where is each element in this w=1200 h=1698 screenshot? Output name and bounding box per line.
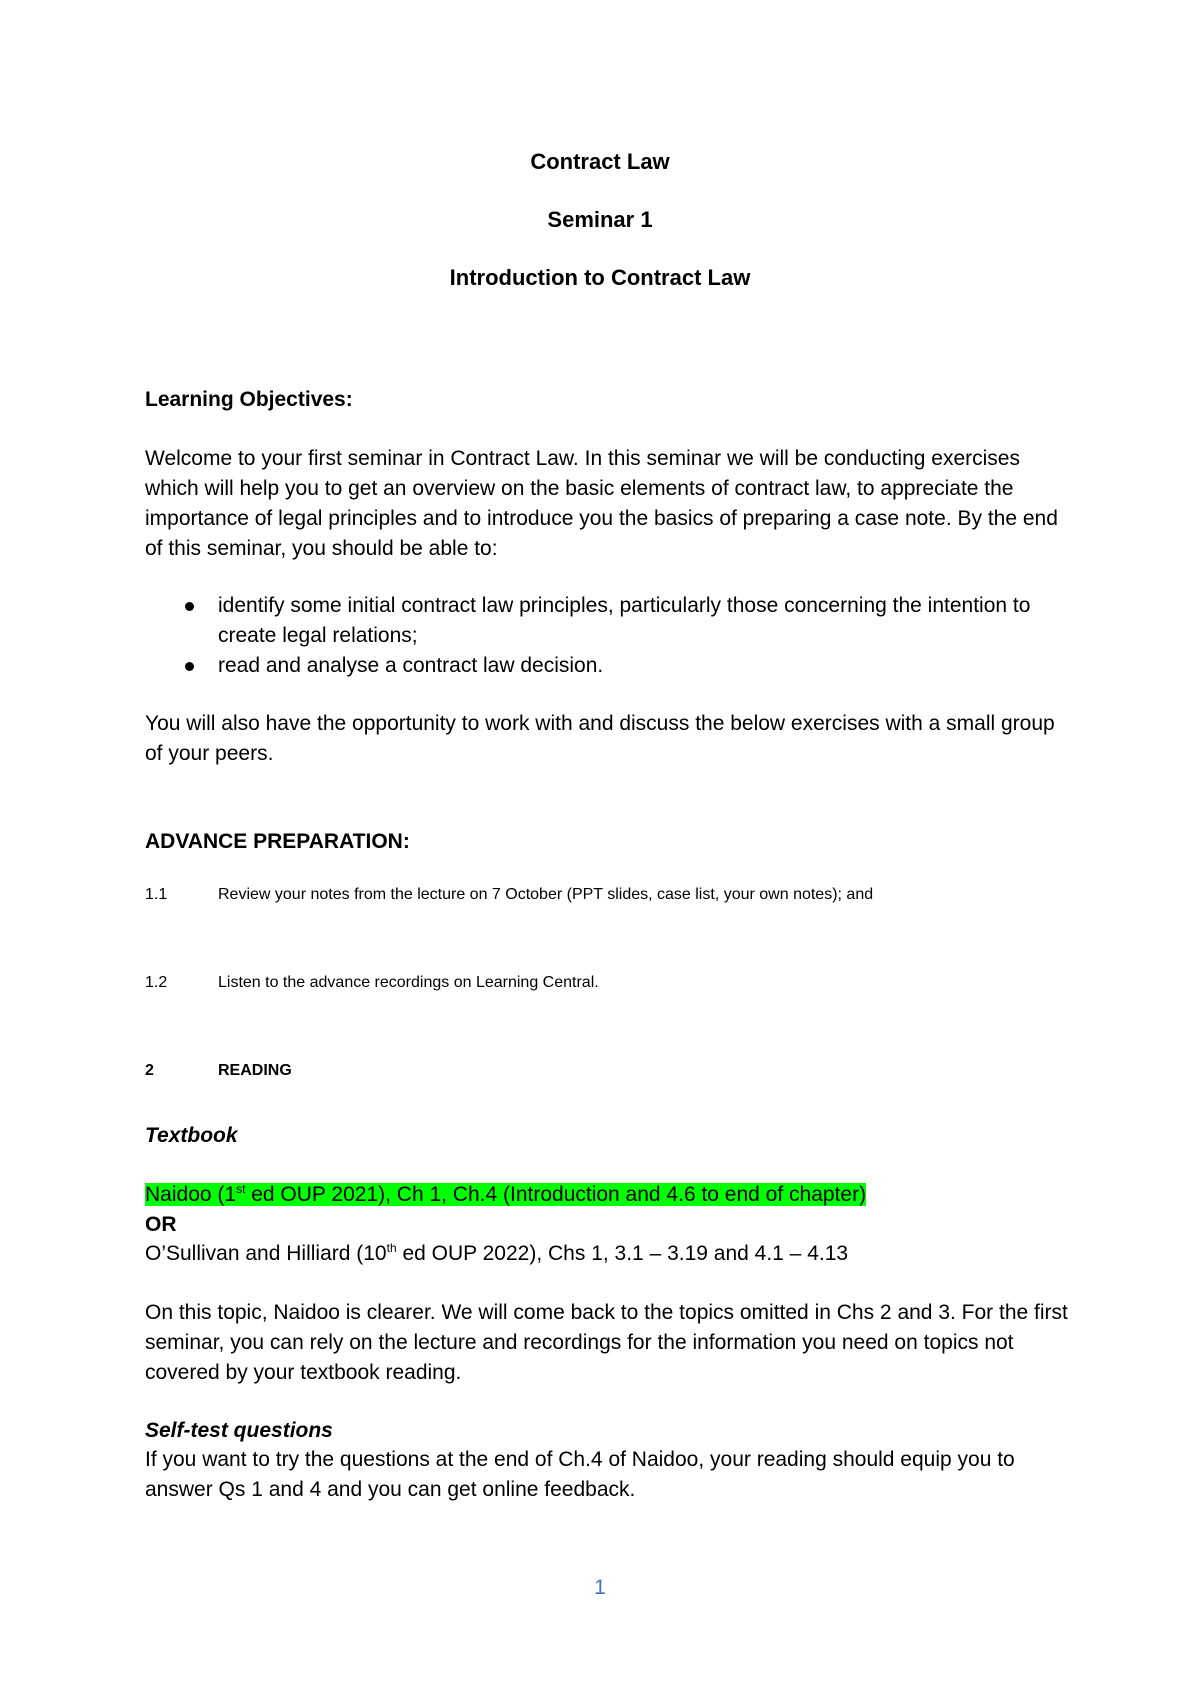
reading-heading bbox=[145, 1062, 1075, 1080]
seminar-number: Seminar 1 bbox=[547, 207, 653, 232]
item-text: Listen to the advance recordings on Learning Central. bbox=[218, 974, 599, 991]
textbook-osullivan: O’Sullivan and Hilliard (10th ed OUP 2022), Chs 1, 3.1 – 3.19 and 4.1 – 4.13 bbox=[145, 1241, 849, 1265]
textbook-label: Textbook bbox=[145, 1124, 238, 1147]
section-title: READING bbox=[218, 1062, 292, 1079]
advance-heading: ADVANCE PREPARATION: bbox=[145, 830, 410, 853]
textbook-naidoo bbox=[145, 1180, 1075, 1210]
document-subtitle: Introduction to Contract Law bbox=[449, 265, 751, 290]
objectives-heading: Learning Objectives: bbox=[145, 388, 353, 411]
advance-item-1-1 bbox=[145, 886, 1075, 904]
objectives-bullet-list bbox=[145, 591, 1075, 681]
section-number: 2 bbox=[145, 1062, 154, 1079]
or-separator: OR bbox=[145, 1213, 177, 1236]
list-item: identify some initial contract law principles, particularly those concerning the intention to create legal relations; bbox=[145, 591, 1075, 651]
page-number: 1 bbox=[594, 1576, 606, 1599]
item-text: Review your notes from the lecture on 7 October (PPT slides, case list, your own notes); and bbox=[218, 886, 874, 903]
selftest-text: If you want to try the questions at the end of Ch.4 of Naidoo, your reading should equip you to answer Qs 1 and 4 and you can get online feedback. bbox=[145, 1448, 1015, 1501]
item-number: 1.2 bbox=[145, 974, 168, 991]
advance-item-1-2 bbox=[145, 974, 1075, 992]
selftest-label: Self-test questions bbox=[145, 1419, 333, 1442]
list-item: read and analyse a contract law decision. bbox=[145, 651, 1075, 681]
objectives-closing: You will also have the opportunity to work with and discuss the below exercises with a small group of your peers. bbox=[145, 712, 1055, 765]
highlighted-reference: Naidoo (1st ed OUP 2021), Ch 1, Ch.4 (Introduction and 4.6 to end of chapter) bbox=[145, 1182, 867, 1206]
item-number: 1.1 bbox=[145, 886, 168, 903]
objectives-intro: Welcome to your first seminar in Contract Law. In this seminar we will be conducting exercises which will help you to get an overview on the basic elements of contract law, to appreciate the importance of legal principles and to introduce you the basics of preparing a case note. By the end of this seminar, you should be able to: bbox=[145, 447, 1058, 560]
document-title: Contract Law bbox=[530, 149, 670, 174]
reading-note: On this topic, Naidoo is clearer. We will come back to the topics omitted in Chs 2 and 3. For the first seminar, you can rely on the lecture and recordings for the information you need on topics not covered by your textbook reading. bbox=[145, 1301, 1068, 1384]
